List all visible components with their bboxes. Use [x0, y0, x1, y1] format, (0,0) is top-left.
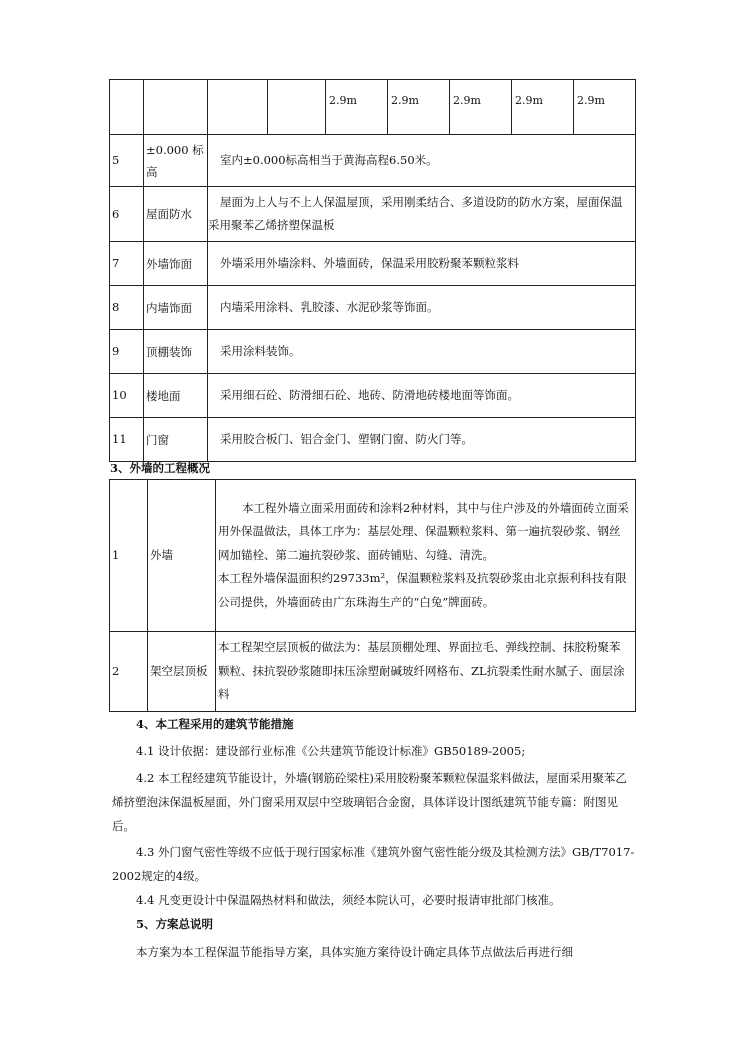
row-number: 11 — [110, 418, 144, 462]
row-name: 楼地面 — [144, 374, 208, 418]
table-row — [110, 330, 636, 374]
dimension-cell: 2.9m — [388, 80, 450, 135]
section-title: 5、方案总说明 — [136, 917, 214, 931]
row-name: 顶棚装饰 — [144, 330, 208, 374]
paragraph: 4.2 本工程经建筑节能设计，外墙(钢筋砼梁柱)采用胶粉聚苯颗粒保温浆料做法，屋面采用聚苯乙烯挤塑泡沫保温板屋面，外门窗采用双层中空玻璃铝合金窗，具体详设计图纸建筑节能专篇：附图见后。 — [112, 771, 627, 833]
overview-table — [109, 79, 636, 462]
section-title: 3、外墙的工程概况 — [110, 461, 211, 475]
table-row — [110, 135, 636, 187]
row-description: 室内±0.000标高相当于黄海高程6.50米。 — [208, 135, 636, 187]
dimension-cell: 2.9m — [574, 80, 636, 135]
dimension-cell: 2.9m — [512, 80, 574, 135]
row-description: 屋面为上人与不上人保温屋顶，采用刚柔结合、多道设防的防水方案，屋面保温采用聚苯乙烯挤塑保温板 — [208, 187, 636, 242]
exterior-wall-table — [109, 479, 636, 712]
table-row — [110, 242, 636, 286]
description-paragraph: 本工程外墙立面采用面砖和涂料2种材料，其中与住户涉及的外墙面砖立面采用外保温做法，具体工序为：基层处理、保温颗粒浆料、第一遍抗裂砂浆、钢丝网加锚栓、第二遍抗裂砂浆、面砖铺贴、勾缝、清洗。 — [218, 500, 629, 562]
paragraph: 4.3 外门窗气密性等级不应低于现行国家标准《建筑外窗气密性能分级及其检测方法》GB/T7017-2002规定的4级。 — [112, 845, 635, 883]
row-number: 1 — [110, 480, 148, 632]
row-name: 架空层顶板 — [148, 632, 216, 712]
row-description: 外墙采用外墙涂料、外墙面砖，保温采用胶粉聚苯颗粒浆料 — [208, 242, 636, 286]
paragraph: 4.1 设计依据：建设部行业标准《公共建筑节能设计标准》GB50189-2005; — [136, 744, 526, 758]
row-name: 门窗 — [144, 418, 208, 462]
row-number: 6 — [110, 187, 144, 242]
row-name: ±0.000 标高 — [144, 135, 208, 187]
row-number: 9 — [110, 330, 144, 374]
table-row — [110, 418, 636, 462]
row-number: 8 — [110, 286, 144, 330]
row-description: 采用胶合板门、铝合金门、塑钢门窗、防火门等。 — [208, 418, 636, 462]
table-row — [110, 286, 636, 330]
row-description: 采用涂料装饰。 — [208, 330, 636, 374]
row-number: 5 — [110, 135, 144, 187]
row-number: 7 — [110, 242, 144, 286]
row-name: 外墙 — [148, 480, 216, 632]
row-description: 本工程架空层顶板的做法为：基层顶棚处理、界面拉毛、弹线控制、抹胶粉聚苯颗粒、抹抗裂砂浆随即抹压涂塑耐碱玻纤网格布、ZL抗裂柔性耐水腻子、面层涂料 — [216, 632, 636, 712]
row-number: 2 — [110, 632, 148, 712]
paragraph: 4.4 凡变更设计中保温隔热材料和做法，须经本院认可，必要时报请审批部门核准。 — [136, 893, 561, 907]
row-name: 外墙饰面 — [144, 242, 208, 286]
row-number: 10 — [110, 374, 144, 418]
row-description: 采用细石砼、防滑细石砼、地砖、防滑地砖楼地面等饰面。 — [208, 374, 636, 418]
table-row — [110, 374, 636, 418]
paragraph: 本方案为本工程保温节能指导方案，具体实施方案待设计确定具体节点做法后再进行细 — [136, 945, 573, 959]
table-row — [110, 480, 636, 632]
table-row — [110, 80, 636, 135]
row-name: 屋面防水 — [144, 187, 208, 242]
table-row — [110, 632, 636, 712]
row-name: 内墙饰面 — [144, 286, 208, 330]
row-description — [216, 480, 636, 632]
table-row — [110, 187, 636, 242]
section-title: 4、本工程采用的建筑节能措施 — [136, 717, 294, 731]
description-paragraph: 本工程外墙保温面积约29733m²，保温颗粒浆料及抗裂砂浆由北京振利科技有限公司提供，外墙面砖由广东珠海生产的“白兔”牌面砖。 — [218, 571, 627, 609]
dimension-cell: 2.9m — [326, 80, 388, 135]
row-description: 内墙采用涂料、乳胶漆、水泥砂浆等饰面。 — [208, 286, 636, 330]
dimension-cell: 2.9m — [450, 80, 512, 135]
